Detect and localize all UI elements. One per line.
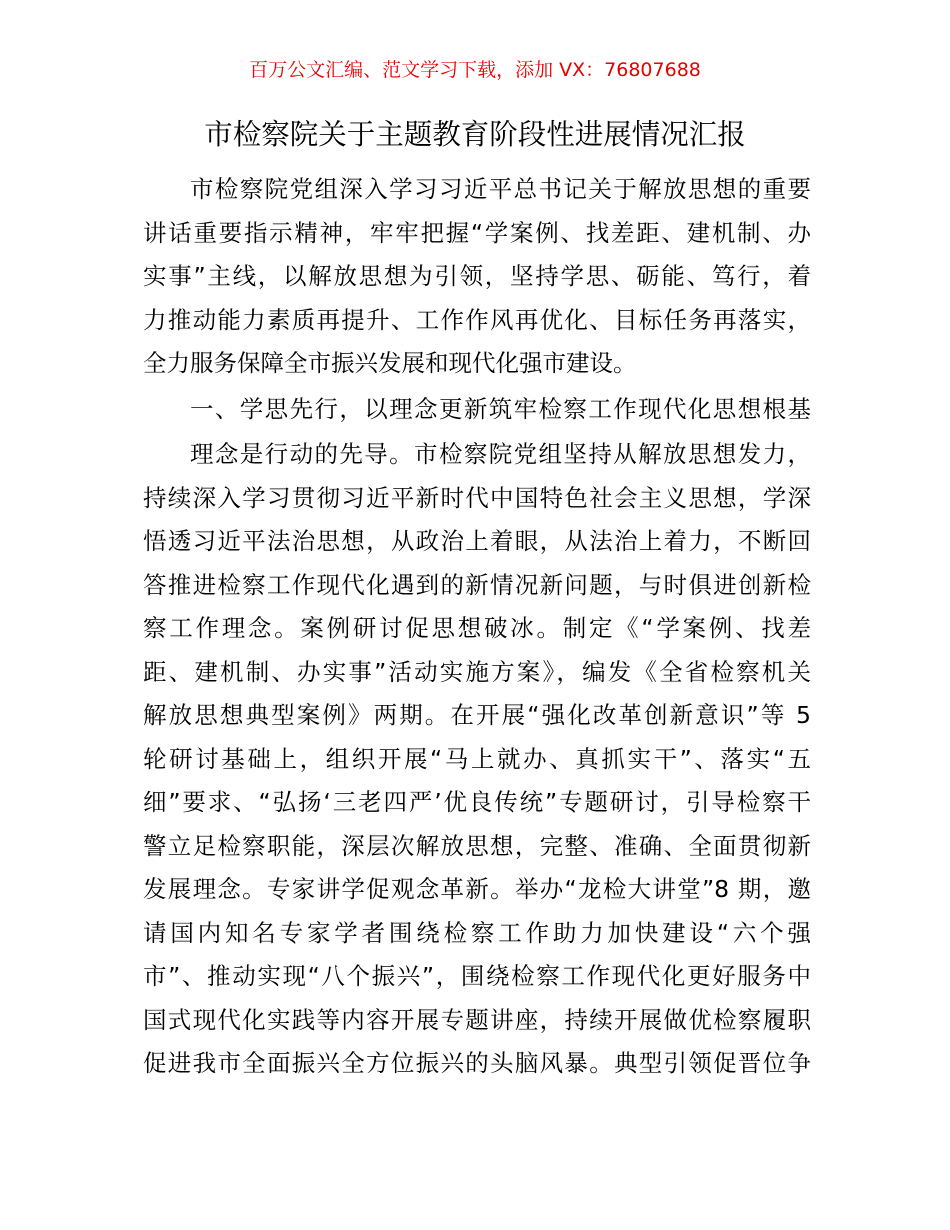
document-body	[143, 168, 811, 1086]
paragraph-line: 警立足检察职能，深层次解放思想，完整、准确、全面贯彻新	[143, 831, 811, 860]
paragraph-line: 距、建机制、办实事”活动实施方案》，编发《全省检察机关	[143, 657, 811, 686]
document-title: 市检察院关于主题教育阶段性进展情况汇报	[204, 118, 746, 151]
paragraph-line: 发展理念。专家讲学促观念革新。举办“龙检大讲堂”8 期，邀	[143, 875, 811, 903]
paragraph-line: 实事”主线，以解放思想为引领，坚持学思、砺能、笃行，着	[143, 262, 811, 290]
paragraph-line: 轮研讨基础上，组织开展“马上就办、真抓实干”、落实“五	[143, 744, 811, 773]
paragraph-line: 力推动能力素质再提升、工作作风再优化、目标任务再落实，	[143, 305, 811, 334]
paragraph-line: 请国内知名专家学者围绕检察工作助力加快建设“六个强	[143, 918, 811, 947]
paragraph-line: 悟透习近平法治思想，从政治上着眼，从法治上着力，不断回	[143, 527, 811, 555]
paragraph-line: 全力服务保障全市振兴发展和现代化强市建设。	[143, 349, 637, 377]
paragraph-line: 促进我市全面振兴全方位振兴的头脑风暴。典型引领促晋位争	[143, 1049, 811, 1077]
paragraph-line: 市”、推动实现“八个振兴”，围绕检察工作现代化更好服务中	[143, 962, 811, 990]
paragraph-line: 答推进检察工作现代化遇到的新情况新问题，与时俱进创新检	[143, 570, 811, 599]
paragraph-line: 解放思想典型案例》两期。在开展“强化改革创新意识”等 5	[143, 701, 811, 729]
paragraph-line: 持续深入学习贯彻习近平新时代中国特色社会主义思想，学深	[143, 483, 811, 512]
watermark-banner: 百万公文汇编、范文学习下载，添加 VX：76807688	[249, 59, 701, 81]
paragraph-line: 讲话重要指示精神，牢牢把握“学案例、找差距、建机制、办	[143, 218, 811, 247]
section-heading: 一、学思先行，以理念更新筑牢检察工作现代化思想根基	[190, 394, 811, 423]
paragraph-line: 察工作理念。案例研讨促思想破冰。制定《“学案例、找差	[143, 614, 811, 642]
paragraph-line: 市检察院党组深入学习习近平总书记关于解放思想的重要	[190, 175, 811, 203]
paragraph-line: 理念是行动的先导。市检察院党组坚持从解放思想发力，	[190, 440, 811, 468]
paragraph-line: 细”要求、“弘扬‘三老四严’优良传统”专题研讨，引导检察干	[143, 788, 811, 816]
paragraph-line: 国式现代化实践等内容开展专题讲座，持续开展做优检察履职	[143, 1005, 811, 1034]
